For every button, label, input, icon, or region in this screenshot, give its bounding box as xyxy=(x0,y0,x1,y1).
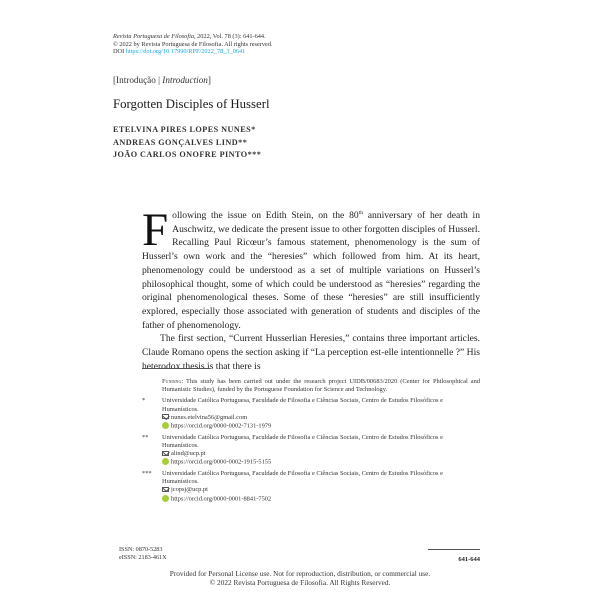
page-range: 641-644 xyxy=(458,556,480,563)
funding-label: Funding: xyxy=(162,378,184,385)
orcid-link[interactable]: https://orcid.org/0000-0002-1915-5155 xyxy=(171,458,272,466)
doi-line xyxy=(113,48,273,56)
affiliation-note xyxy=(142,434,480,467)
mail-icon xyxy=(162,487,169,492)
footnote-divider xyxy=(142,368,210,369)
email-link[interactable]: jcopsj@ucp.pt xyxy=(171,486,208,494)
paragraph-text: ollowing the issue on Edith Stein, on the 80 xyxy=(172,210,359,221)
orcid-line xyxy=(162,458,480,467)
email-line xyxy=(162,486,480,494)
funding-text: This study has been carried out under the research project UIDB/00683/2020 (Center for Philosophical and Humanistic Studies), funded by the Portuguese Foundation for Science and Technology. xyxy=(162,378,480,394)
doi-label: DOI xyxy=(113,48,125,56)
pages-divider xyxy=(428,549,480,550)
author-list xyxy=(113,124,261,162)
section-label-close: ] xyxy=(207,75,211,85)
orcid-line xyxy=(162,495,480,504)
email-link[interactable]: alind@ucp.pt xyxy=(171,450,206,458)
section-label xyxy=(113,75,211,85)
affiliation-note xyxy=(142,470,480,503)
doi-link[interactable]: https://doi.org/10.17990/RPF/2022_78_3_0641 xyxy=(125,48,246,56)
author-name: JOÃO CARLOS ONOFRE PINTO*** xyxy=(113,150,262,160)
orcid-line xyxy=(162,422,480,431)
journal-name: Revista Portuguesa de Filosofia xyxy=(113,33,194,40)
citation-line xyxy=(113,33,273,41)
email-link[interactable]: nunes.etelvina56@gmail.com xyxy=(171,413,248,421)
issn-block xyxy=(119,546,167,561)
institution: Universidade Católica Portuguesa, Faculdade de Filosofia e Ciências Sociais, Centro de Estudos Filosóficos e Humanísticos. xyxy=(162,470,443,486)
affiliation-note xyxy=(142,397,480,430)
email-line xyxy=(162,414,480,422)
section-label-en: Introduction xyxy=(162,75,208,85)
paragraph-text: anniversary of her death in Auschwitz, we dedicate the present issue to other forgotten disciples of Husserl. Recalling Paul Ricœur’s famous statement, phenomenology is the sum of Husserl’s own work and the “heresies” which followed from him. At its heart, phenomenology could be understood as a set of multiple variations on Husserl’s philosophical thought, some of which could be understood as “heresies” regarding the original phenomenological theses. Some of these “heresies” are still insufficiently explored, especially those associated with generation of students and disciples of the father of phenomenology. xyxy=(142,210,480,331)
paragraph: The first section, “Current Husserlian Heresies,” contains three important articles. Claude Romano opens the section asking if “La perception est-elle intentionnelle ?” His heterodox thesis is that there is xyxy=(142,333,480,372)
copyright-line: © 2022 by Revista Portuguesa de Filosofia. All rights reserved. xyxy=(113,40,273,48)
orcid-icon xyxy=(162,495,169,502)
footnotes xyxy=(142,378,480,503)
email-line xyxy=(162,450,480,458)
author-name: ANDREAS GONÇALVES LIND** xyxy=(113,137,248,147)
funding-note xyxy=(142,378,480,394)
orcid-icon xyxy=(162,458,169,465)
orcid-link[interactable]: https://orcid.org/0000-0002-7131-1979 xyxy=(171,422,272,430)
license-notice xyxy=(100,570,500,587)
orcid-icon xyxy=(162,422,169,429)
author-name: ETELVINA PIRES LOPES NUNES* xyxy=(113,125,256,134)
drop-cap: F xyxy=(142,204,169,256)
institution: Universidade Católica Portuguesa, Faculdade de Filosofia e Ciências Sociais, Centro de Estudos Filosóficos e Humanísticos. xyxy=(162,433,443,449)
section-label-pt: [Introdução | xyxy=(113,75,163,85)
issn: ISSN: 0870-5283 xyxy=(119,546,163,553)
footnote-mark: * xyxy=(142,397,146,405)
mail-icon xyxy=(162,451,169,456)
paragraph xyxy=(142,204,480,332)
citation-details: , 2022, Vol. 78 (3): 641-644. xyxy=(193,33,266,40)
citation-header xyxy=(113,33,273,56)
article-body xyxy=(142,204,480,373)
license-line: © 2022 Revista Portuguesa de Filosofia. All Rights Reserved. xyxy=(209,577,391,587)
orcid-link[interactable]: https://orcid.org/0000-0001-8841-7502 xyxy=(171,495,272,503)
footnote-mark: *** xyxy=(142,470,152,478)
ordinal-superscript: th xyxy=(358,210,363,216)
license-line: Provided for Personal License use. Not for reproduction, distribution, or commercial use. xyxy=(169,569,431,578)
article-title: Forgotten Disciples of Husserl xyxy=(113,97,270,111)
mail-icon xyxy=(162,414,169,419)
footnote-mark: ** xyxy=(142,433,149,441)
eissn: eISSN: 2183-461X xyxy=(119,553,167,561)
institution: Universidade Católica Portuguesa, Faculdade de Filosofia e Ciências Sociais, Centro de Estudos Filosóficos e Humanísticos. xyxy=(162,397,443,413)
